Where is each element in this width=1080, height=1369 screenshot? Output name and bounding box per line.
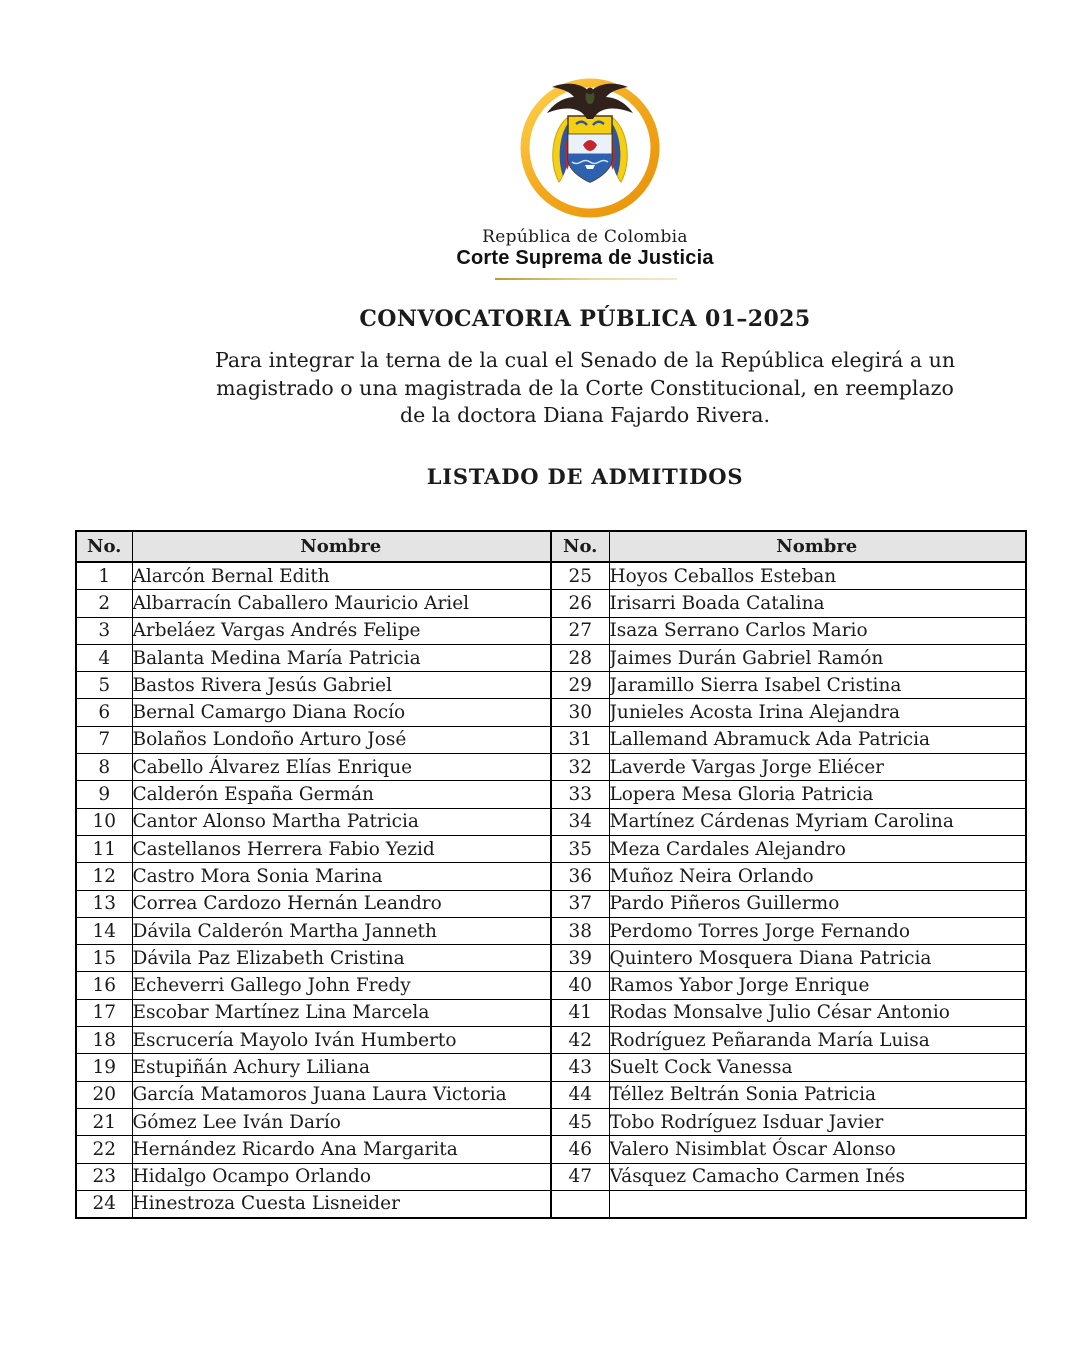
row-name-cell: Téllez Beltrán Sonia Patricia: [609, 1081, 1026, 1108]
row-number-cell: 31: [551, 726, 609, 753]
row-name-cell: Castro Mora Sonia Marina: [132, 863, 551, 890]
row-number-cell: 38: [551, 917, 609, 944]
row-number-cell: 15: [76, 945, 132, 972]
table-row: [76, 699, 1026, 726]
row-name-cell: Balanta Medina María Patricia: [132, 644, 551, 671]
column-header-no: No.: [76, 531, 132, 562]
column-header-no: No.: [551, 531, 609, 562]
intro-paragraph: [90, 347, 1080, 430]
row-number-cell: 25: [551, 562, 609, 590]
row-number-cell: 37: [551, 890, 609, 917]
row-name-cell: Vásquez Camacho Carmen Inés: [609, 1163, 1026, 1190]
column-header-nombre: Nombre: [132, 531, 551, 562]
intro-line: de la doctora Diana Fajardo Rivera.: [400, 403, 770, 427]
row-number-cell: 10: [76, 808, 132, 835]
row-number-cell: 40: [551, 972, 609, 999]
row-number-cell: 13: [76, 890, 132, 917]
row-name-cell: Laverde Vargas Jorge Eliécer: [609, 754, 1026, 781]
row-name-cell: Martínez Cárdenas Myriam Carolina: [609, 808, 1026, 835]
coat-of-arms-icon: [510, 66, 670, 228]
table-row: [76, 999, 1026, 1026]
table-row: [76, 781, 1026, 808]
row-name-cell: Dávila Paz Elizabeth Cristina: [132, 945, 551, 972]
row-number-cell: 11: [76, 835, 132, 862]
row-name-cell: Irisarri Boada Catalina: [609, 590, 1026, 617]
row-number-cell: 12: [76, 863, 132, 890]
row-number-cell: 35: [551, 835, 609, 862]
row-name-cell: Lallemand Abramuck Ada Patricia: [609, 726, 1026, 753]
row-name-cell: Bernal Camargo Diana Rocío: [132, 699, 551, 726]
row-name-cell: [609, 1190, 1026, 1218]
row-name-cell: Jaimes Durán Gabriel Ramón: [609, 644, 1026, 671]
admitted-table-body: [76, 562, 1026, 1218]
row-number-cell: 7: [76, 726, 132, 753]
row-number-cell: 24: [76, 1190, 132, 1218]
table-row: [76, 644, 1026, 671]
gold-divider: [495, 278, 677, 280]
table-row: [76, 808, 1026, 835]
table-row: [76, 1108, 1026, 1135]
intro-line: magistrado o una magistrada de la Corte Constitucional, en reemplazo: [216, 375, 954, 400]
row-number-cell: 34: [551, 808, 609, 835]
table-row: [76, 562, 1026, 590]
row-number-cell: 42: [551, 1027, 609, 1054]
row-number-cell: 29: [551, 672, 609, 699]
row-number-cell: 27: [551, 617, 609, 644]
row-name-cell: Ramos Yabor Jorge Enrique: [609, 972, 1026, 999]
row-name-cell: Calderón España Germán: [132, 781, 551, 808]
row-name-cell: Rodríguez Peñaranda María Luisa: [609, 1027, 1026, 1054]
table-row: [76, 1027, 1026, 1054]
row-number-cell: 6: [76, 699, 132, 726]
row-number-cell: 33: [551, 781, 609, 808]
row-number-cell: 4: [76, 644, 132, 671]
row-name-cell: Echeverri Gallego John Fredy: [132, 972, 551, 999]
row-number-cell: 41: [551, 999, 609, 1026]
row-name-cell: Tobo Rodríguez Isduar Javier: [609, 1108, 1026, 1135]
row-number-cell: 46: [551, 1136, 609, 1163]
row-name-cell: Castellanos Herrera Fabio Yezid: [132, 835, 551, 862]
row-name-cell: Hinestroza Cuesta Lisneider: [132, 1190, 551, 1218]
row-name-cell: Junieles Acosta Irina Alejandra: [609, 699, 1026, 726]
row-name-cell: Rodas Monsalve Julio César Antonio: [609, 999, 1026, 1026]
court-label: Corte Suprema de Justicia: [456, 247, 714, 269]
list-title: LISTADO DE ADMITIDOS: [426, 464, 744, 489]
row-number-cell: 47: [551, 1163, 609, 1190]
table-row: [76, 672, 1026, 699]
row-number-cell: 3: [76, 617, 132, 644]
row-number-cell: 1: [76, 562, 132, 590]
republic-label: República de Colombia: [482, 227, 688, 247]
table-row: [76, 1163, 1026, 1190]
row-number-cell: 28: [551, 644, 609, 671]
row-name-cell: Hoyos Ceballos Esteban: [609, 562, 1026, 590]
row-name-cell: Valero Nisimblat Óscar Alonso: [609, 1136, 1026, 1163]
row-name-cell: Hidalgo Ocampo Orlando: [132, 1163, 551, 1190]
row-name-cell: Pardo Piñeros Guillermo: [609, 890, 1026, 917]
row-name-cell: Estupiñán Achury Liliana: [132, 1054, 551, 1081]
row-number-cell: 36: [551, 863, 609, 890]
row-number-cell: 19: [76, 1054, 132, 1081]
row-number-cell: 30: [551, 699, 609, 726]
row-name-cell: Dávila Calderón Martha Janneth: [132, 917, 551, 944]
row-number-cell: 5: [76, 672, 132, 699]
intro-line: Para integrar la terna de la cual el Senado de la República elegirá a un: [214, 348, 956, 372]
row-name-cell: Perdomo Torres Jorge Fernando: [609, 917, 1026, 944]
row-name-cell: Cabello Álvarez Elías Enrique: [132, 754, 551, 781]
row-number-cell: 43: [551, 1054, 609, 1081]
row-name-cell: Quintero Mosquera Diana Patricia: [609, 945, 1026, 972]
row-name-cell: Arbeláez Vargas Andrés Felipe: [132, 617, 551, 644]
table-row: [76, 1081, 1026, 1108]
table-row: [76, 1136, 1026, 1163]
row-number-cell: [551, 1190, 609, 1218]
admitted-table: [75, 530, 1027, 1219]
row-name-cell: Bolaños Londoño Arturo José: [132, 726, 551, 753]
row-number-cell: 39: [551, 945, 609, 972]
row-number-cell: 21: [76, 1108, 132, 1135]
row-number-cell: 2: [76, 590, 132, 617]
table-row: [76, 726, 1026, 753]
row-number-cell: 44: [551, 1081, 609, 1108]
row-name-cell: Meza Cardales Alejandro: [609, 835, 1026, 862]
table-header-row: [76, 531, 1026, 562]
table-row: [76, 945, 1026, 972]
table-row: [76, 617, 1026, 644]
row-name-cell: Correa Cardozo Hernán Leandro: [132, 890, 551, 917]
row-number-cell: 17: [76, 999, 132, 1026]
row-name-cell: Suelt Cock Vanessa: [609, 1054, 1026, 1081]
row-name-cell: Escobar Martínez Lina Marcela: [132, 999, 551, 1026]
page-title: CONVOCATORIA PÚBLICA 01–2025: [359, 306, 811, 332]
column-header-nombre: Nombre: [609, 531, 1026, 562]
row-number-cell: 8: [76, 754, 132, 781]
table-row: [76, 1190, 1026, 1218]
row-name-cell: Gómez Lee Iván Darío: [132, 1108, 551, 1135]
table-row: [76, 917, 1026, 944]
table-row: [76, 835, 1026, 862]
row-number-cell: 22: [76, 1136, 132, 1163]
table-row: [76, 590, 1026, 617]
row-number-cell: 9: [76, 781, 132, 808]
row-name-cell: Jaramillo Sierra Isabel Cristina: [609, 672, 1026, 699]
row-name-cell: Lopera Mesa Gloria Patricia: [609, 781, 1026, 808]
row-name-cell: García Matamoros Juana Laura Victoria: [132, 1081, 551, 1108]
row-number-cell: 18: [76, 1027, 132, 1054]
row-name-cell: Cantor Alonso Martha Patricia: [132, 808, 551, 835]
row-name-cell: Bastos Rivera Jesús Gabriel: [132, 672, 551, 699]
row-number-cell: 23: [76, 1163, 132, 1190]
row-number-cell: 32: [551, 754, 609, 781]
table-row: [76, 863, 1026, 890]
table-row: [76, 1054, 1026, 1081]
row-number-cell: 26: [551, 590, 609, 617]
table-row: [76, 972, 1026, 999]
table-row: [76, 754, 1026, 781]
row-name-cell: Escrucería Mayolo Iván Humberto: [132, 1027, 551, 1054]
row-name-cell: Hernández Ricardo Ana Margarita: [132, 1136, 551, 1163]
row-number-cell: 14: [76, 917, 132, 944]
row-number-cell: 45: [551, 1108, 609, 1135]
row-name-cell: Muñoz Neira Orlando: [609, 863, 1026, 890]
row-name-cell: Albarracín Caballero Mauricio Ariel: [132, 590, 551, 617]
row-name-cell: Alarcón Bernal Edith: [132, 562, 551, 590]
row-number-cell: 16: [76, 972, 132, 999]
table-row: [76, 890, 1026, 917]
row-number-cell: 20: [76, 1081, 132, 1108]
row-name-cell: Isaza Serrano Carlos Mario: [609, 617, 1026, 644]
